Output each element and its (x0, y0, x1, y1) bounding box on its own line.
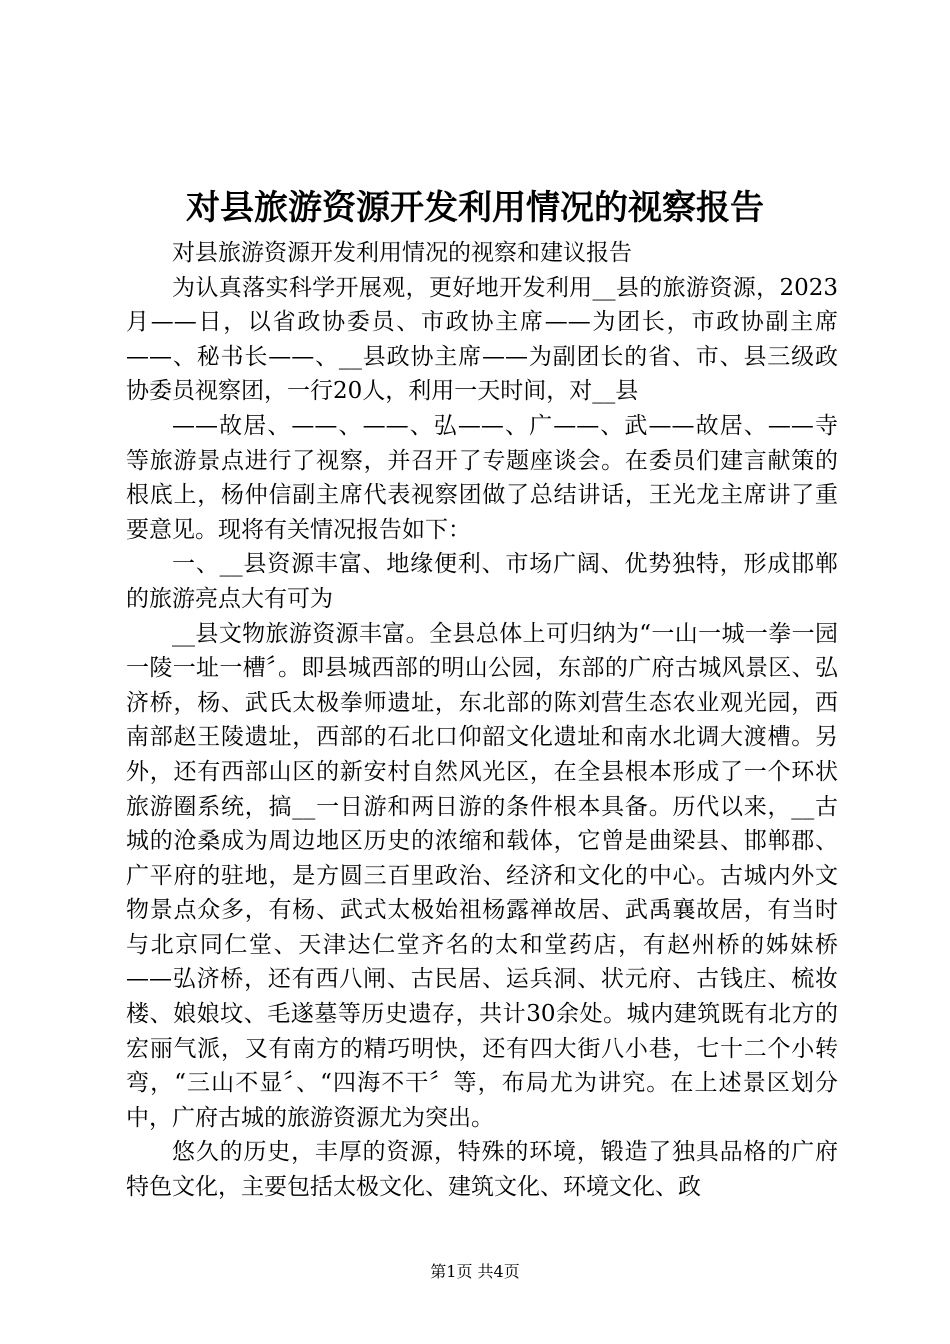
paragraph-culture: 悠久的历史，丰厚的资源，特殊的环境，锻造了独具品格的广府特色文化，主要包括太极文化、建筑文化、环境文化、政 (126, 1139, 838, 1201)
paragraph-section-heading: 一、__县资源丰富、地缘便利、市场广阔、优势独特，形成邯郸的旅游亮点大有可为 (126, 551, 838, 612)
page-number-footer: 第1页 共4页 (430, 1262, 520, 1281)
document-title: 对县旅游资源开发利用情况的视察报告 (186, 188, 764, 228)
paragraph-intro: 为认真落实科学开展观，更好地开发利用__县的旅游资源，2023月——日，以省政协委员、市政协主席——为团长，市政协副主席——、秘书长——、__县政协主席——为副团长的省、市、县三级政协委员视察团，一行20人，利用一天时间，对__县 (126, 274, 838, 405)
paragraph-subtitle: 对县旅游资源开发利用情况的视察和建议报告 (172, 240, 632, 266)
paragraph-resources: __县文物旅游资源丰富。全县总体上可归纳为“一山一城一拳一园一陵一址一槽〞。即县城西部的明山公园，东部的广府古城风景区、弘济桥，杨、武氏太极拳师遗址，东北部的陈刘营生态农业观光园，西南部赵王陵遗址，西部的石北口仰韶文化遗址和南水北调大渡槽。另外，还有西部山区的新安村自然风光区，在全县根本形成了一个环状旅游圈系统，搞__一日游和两日游的条件根本具备。历代以来，__古城的沧桑成为周边地区历史的浓缩和载体，它曾是曲梁县、邯郸郡、广平府的驻地，是方圆三百里政治、经济和文化的中心。古城内外文物景点众多，有杨、武式太极始祖杨露禅故居、武禹襄故居，有当时与北京同仁堂、天津达仁堂齐名的太和堂药店，有赵州桥的姊妹桥——弘济桥，还有西八闸、古民居、运兵洞、状元府、古钱庄、梳妆楼、娘娘坟、毛遂墓等历史遗存，共计30余处。城内建筑既有北方的宏丽气派，又有南方的精巧明快，还有四大街八小巷，七十二个小转弯，“三山不显〞、“四海不干〞等，布局尤为讲究。在上述景区划分中，广府古城的旅游资源尤为突出。 (126, 620, 838, 1131)
paragraph-inspection: ——故居、——、——、弘——、广——、武——故居、——寺等旅游景点进行了视察，并召开了专题座谈会。在委员们建言献策的根底上，杨仲信副主席代表视察团做了总结讲话，王光龙主席讲了重要意见。现将有关情况报告如下： (126, 412, 838, 543)
document-body (126, 236, 838, 1205)
